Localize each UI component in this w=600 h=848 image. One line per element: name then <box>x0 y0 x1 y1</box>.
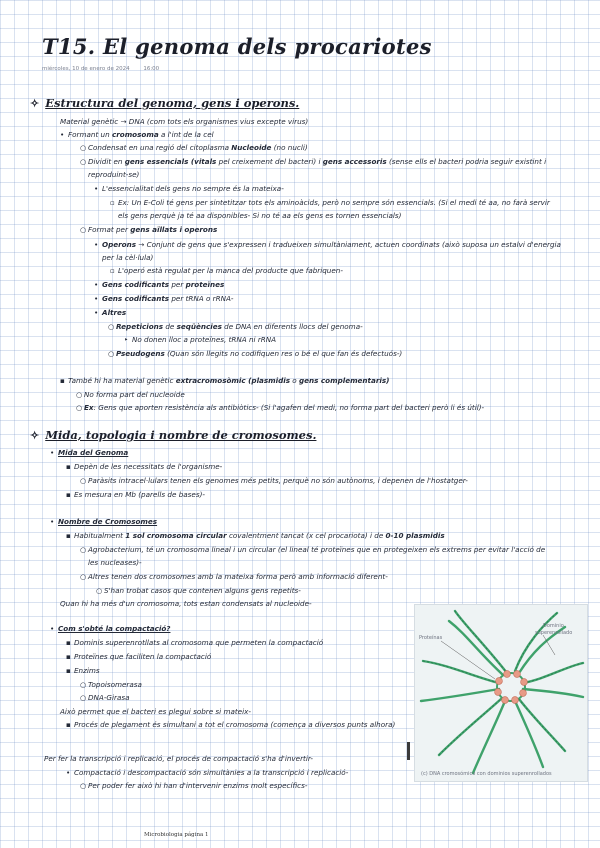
list-item: ▪ Enzims <box>66 666 100 675</box>
section-heading-structure: ✧ Estructura del genoma, gens i operons. <box>30 96 300 110</box>
list-item: • Formant un cromosoma a l'int de la cel <box>60 130 214 139</box>
list-item: ○ Repeticions de seqüències de DNA en diferents llocs del genoma- <box>108 322 363 331</box>
list-item: • Gens codificants per tRNA o rRNA- <box>94 294 234 303</box>
list-item: ▪ Depèn de les necessitats de l'organisme- <box>66 462 223 471</box>
text-line: Per fer la transcripció i replicació, el procés de compactació s'ha d'invertir- <box>44 754 314 763</box>
list-item: ○ Topoisomerasa <box>80 680 142 689</box>
diamond-icon: ✧ <box>30 429 40 442</box>
list-item: ▪ Dominis superenrotllats al cromosoma que permeten la compactació <box>66 638 324 647</box>
list-item: • Compactació i descompactació són simultànies a la transcripció i replicació- <box>66 768 349 777</box>
list-item: ▪ Proteïnes que faciliten la compactació <box>66 652 212 661</box>
list-item: ○ No forma part del nucleoide <box>76 390 185 399</box>
list-item: • Com s'obté la compactació? <box>50 624 171 633</box>
list-item: ○ Altres tenen dos cromosomes amb la mateixa forma però amb informació diferent- <box>80 572 388 581</box>
text-line: Això permet que el bacteri es plegui sobre si mateix- <box>60 707 251 716</box>
text-line: els gens perquè ja té aa disponibles- Si no té aa els gens es tornen essencials) <box>118 211 402 220</box>
diamond-icon: ✧ <box>30 97 40 110</box>
dna-domains-figure <box>414 604 588 782</box>
list-item: • Nombre de Cromosomes <box>50 517 158 526</box>
list-item: ▪ També hi ha material genètic extracromosòmic (plasmidis o gens complementaris) <box>60 376 390 385</box>
figure-label-supercoiled: superenrollado <box>535 630 573 636</box>
figure-caption: (c) DNA cromosómico con dominios superenrollados <box>421 771 552 777</box>
margin-marker <box>407 742 410 760</box>
list-item: • Gens codificants per proteïnes <box>94 280 225 289</box>
list-item: ○ Paràsits intracel·lulars tenen els genomes més petits, perquè no són autònoms, i depenen de l'hostatger- <box>80 476 468 485</box>
list-item: ▪ Habitualment 1 sol cromosoma circular covalentment tancat (x cel procariota) i de 0-10 plasmidis <box>66 531 445 540</box>
page-time: 16:00 <box>143 66 160 72</box>
list-item: ○ S'han trobat casos que contenen alguns gens repetits- <box>96 586 301 595</box>
list-item: ○ Ex: Gens que aporten resistència als antibiòtics- (Si l'agafen del medi, no forma part del bacteri però li és útil)- <box>76 403 485 412</box>
list-item: • Operons → Conjunt de gens que s'expressen i tradueixen simultàniament, actuen coordinats (això suposa un estalvi d'energia <box>94 240 561 249</box>
section-heading-size: ✧ Mida, topologia i nombre de cromosomes. <box>30 428 317 442</box>
text-line: reproduint-se) <box>88 170 140 179</box>
list-item: ○ Per poder fer això hi han d'intervenir enzims molt específics- <box>80 781 308 790</box>
page-footer: Microbiologia página 1 <box>144 832 209 838</box>
list-item: ▪ Es mesura en Mb (parells de bases)- <box>66 490 205 499</box>
list-item: ○ DNA-Girasa <box>80 693 130 702</box>
list-item: ○ Format per gens aïllats i operons <box>80 225 218 234</box>
text-line: per la cèl·lula) <box>102 253 154 262</box>
list-item: ▫ Ex: Un E-Coli té gens per sintetitzar tots els aminoàcids, però no sempre són essencials. (Si el medi té aa, no farà servir <box>110 198 550 207</box>
text-line: les nucleases)- <box>88 558 142 567</box>
list-item: ○ Pseudogens (Quan són llegits no codifiquen res o bé el que fan és defectuós-) <box>108 349 403 358</box>
text-line: Quan hi ha més d'un cromosoma, tots estan condensats al nucleoide- <box>60 599 312 608</box>
list-item: ▫ L'operó està regulat per la manca del producte que fabriquen- <box>110 266 343 275</box>
list-item: ▪ Procés de plegament és simultani a tot el cromosoma (comença a diversos punts alhora) <box>66 720 396 729</box>
page-date: miércoles, 10 de enero de 2024 <box>42 66 130 72</box>
list-item: • Mida del Genoma <box>50 448 129 457</box>
list-item: ○ Agrobacterium, té un cromosoma lineal i un circular (el lineal té proteïnes que en protegeixen els extrems per evitar l'acció de <box>80 545 546 554</box>
list-item: ○ Condensat en una regió del citoplasma Nucleoide (no nucli) <box>80 143 308 152</box>
page-title: T15. El genoma dels procariotes <box>42 34 432 59</box>
list-item: ‣ No donen lloc a proteïnes, tRNA ni rRNA <box>124 335 277 344</box>
list-item: • L'essencialitat dels gens no sempre és la mateixa- <box>94 184 284 193</box>
text-line: Material genètic → DNA (com tots els organismes vius excepte virus) <box>60 117 309 126</box>
list-item: ○ Dividit en gens essencials (vitals pel creixement del bacteri) i gens accessoris (sense ells el bacteri podria seguir existint i <box>80 157 547 166</box>
page-meta <box>42 66 171 72</box>
figure-label-domain: Dominio <box>543 623 564 629</box>
figure-label-proteins: Proteínas <box>419 635 443 641</box>
list-item: • Altres <box>94 308 127 317</box>
